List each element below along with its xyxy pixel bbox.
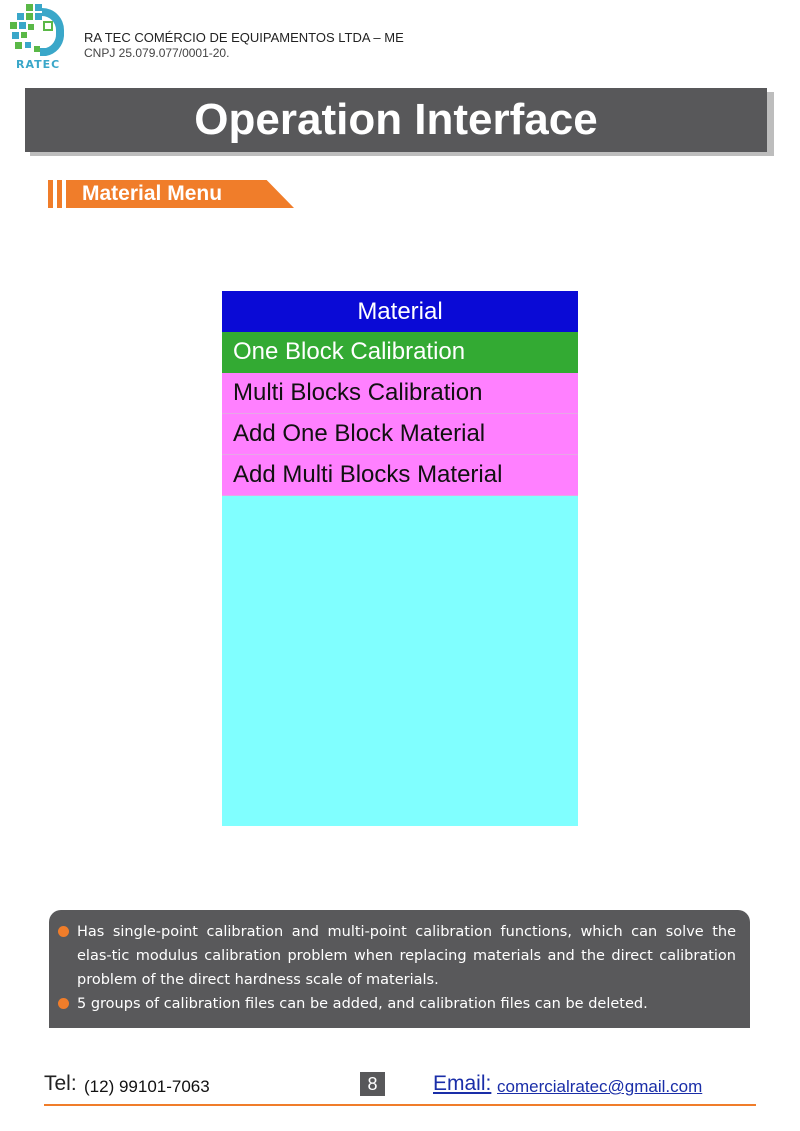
section-tab — [48, 180, 294, 208]
company-cnpj: CNPJ 25.079.077/0001-20. — [84, 46, 230, 60]
material-menu-screen — [222, 291, 578, 826]
footer-divider — [44, 1104, 756, 1106]
info-bullet-text: 5 groups of calibration files can be added, and calibration files can be deleted. — [77, 996, 648, 1012]
footer-email-label: Email: — [433, 1072, 492, 1095]
menu-item-multi-blocks-calibration[interactable]: Multi Blocks Calibration — [222, 373, 578, 414]
info-box — [49, 910, 750, 1028]
info-bullet-text: Has single-point calibration and multi-point calibration functions, which can solve the elas-tic modulus calibration problem when replacing materials and the direct calibration problem of the direct hardness scale of materials. — [77, 924, 736, 988]
bullet-dot-icon — [58, 998, 69, 1009]
page-number: 8 — [360, 1072, 385, 1096]
footer-tel: (12) 99101-7063 — [84, 1077, 210, 1096]
section-tab-stripe — [57, 180, 62, 208]
bullet-dot-icon — [58, 926, 69, 937]
section-title: Material Menu — [82, 182, 223, 205]
info-bullet-item — [77, 992, 736, 1016]
info-bullet-item — [77, 920, 736, 992]
menu-header: Material — [222, 291, 578, 332]
menu-item-add-one-block-material[interactable]: Add One Block Material — [222, 414, 578, 455]
logo-text: RATEC — [16, 58, 61, 71]
menu-item-one-block-calibration[interactable]: One Block Calibration — [222, 332, 578, 373]
footer-email-link[interactable]: comercialratec@gmail.com — [497, 1077, 703, 1096]
menu-item-add-multi-blocks-material[interactable]: Add Multi Blocks Material — [222, 455, 578, 496]
page-title: Operation Interface — [25, 88, 767, 152]
footer-tel-label: Tel: — [44, 1072, 77, 1095]
company-name: RA TEC COMÉRCIO DE EQUIPAMENTOS LTDA – ME — [84, 30, 404, 45]
section-tab-stripe — [48, 180, 53, 208]
